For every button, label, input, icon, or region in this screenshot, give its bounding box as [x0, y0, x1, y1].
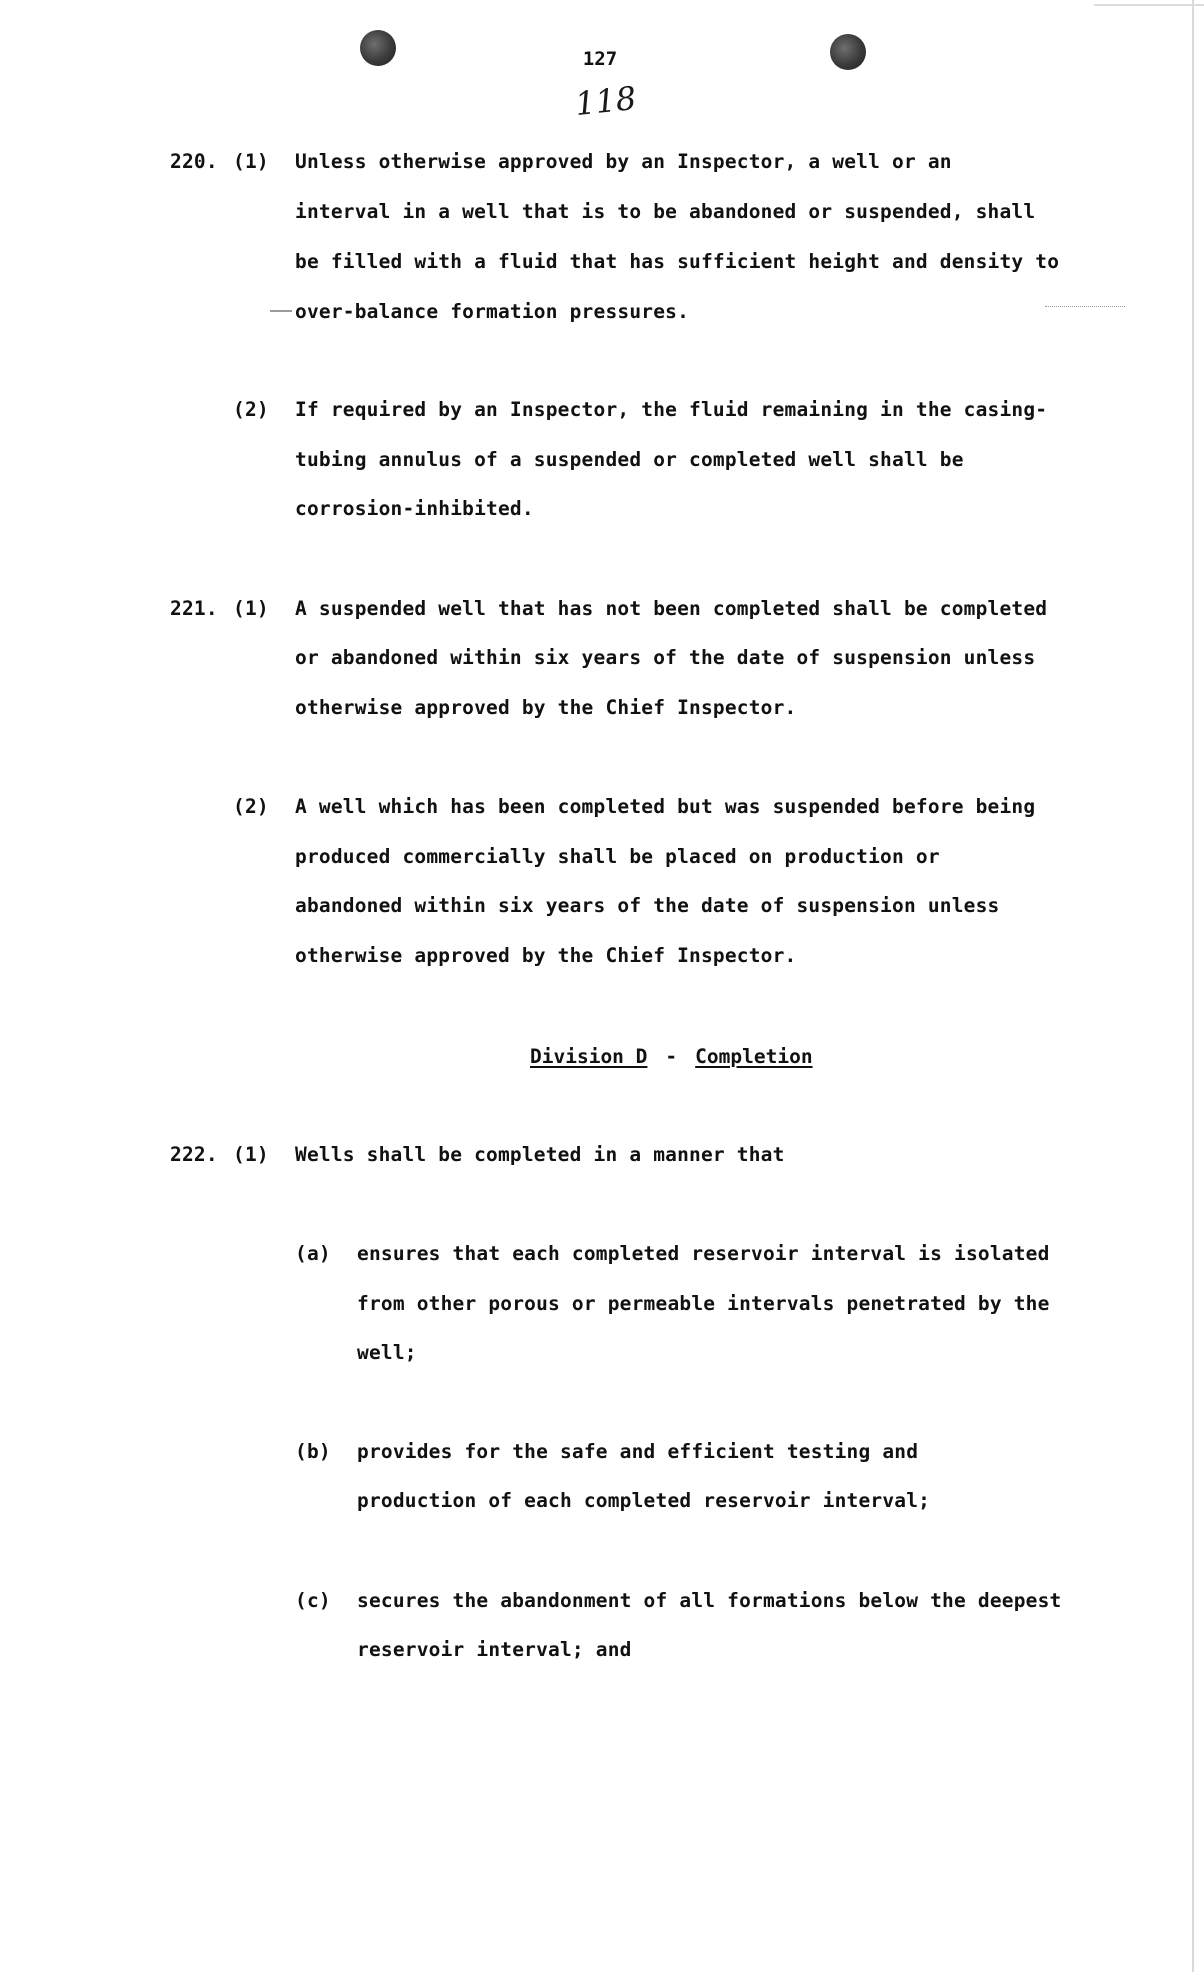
margin-dotted-mark	[1045, 306, 1125, 308]
item-a-line-3: well;	[357, 1341, 417, 1364]
item-label-c: (c)	[295, 1589, 331, 1612]
section-220-1-line-4: over-balance formation pressures.	[295, 300, 690, 323]
division-separator: -	[665, 1045, 678, 1068]
section-220-2-line-1: If required by an Inspector, the fluid remaining in the casing-	[295, 398, 1048, 421]
section-number-220: 220.	[170, 150, 218, 173]
item-b-line-2: production of each completed reservoir interval;	[357, 1489, 931, 1512]
item-label-a: (a)	[295, 1242, 331, 1265]
subsection-label-222-1: (1)	[233, 1143, 269, 1166]
margin-scribble	[270, 310, 292, 312]
section-221-2-line-4: otherwise approved by the Chief Inspector.	[295, 944, 797, 967]
division-title: Completion	[695, 1045, 813, 1068]
punch-hole-left	[360, 30, 396, 66]
subsection-label-220-1: (1)	[233, 150, 269, 173]
section-221-2-line-2: produced commercially shall be placed on production or	[295, 845, 940, 868]
item-label-b: (b)	[295, 1440, 331, 1463]
section-221-1-line-3: otherwise approved by the Chief Inspector.	[295, 696, 797, 719]
item-a-line-1: ensures that each completed reservoir interval is isolated	[357, 1242, 1050, 1265]
item-c-line-2: reservoir interval; and	[357, 1638, 632, 1661]
page-number: 127	[582, 48, 618, 70]
item-a-line-2: from other porous or permeable intervals penetrated by the	[357, 1292, 1050, 1315]
handwritten-page-number: 118	[573, 78, 638, 124]
item-b-line-1: provides for the safe and efficient testing and	[357, 1440, 919, 1463]
division-label: Division D	[530, 1045, 648, 1068]
subsection-label-221-1: (1)	[233, 597, 269, 620]
item-c-line-1: secures the abandonment of all formations below the deepest	[357, 1589, 1062, 1612]
punch-hole-right	[830, 34, 866, 70]
section-220-1-line-3: be filled with a fluid that has sufficient height and density to	[295, 250, 1060, 273]
section-221-2-line-3: abandoned within six years of the date of suspension unless	[295, 894, 1000, 917]
page-top-edge	[1094, 4, 1204, 6]
section-221-1-line-2: or abandoned within six years of the date of suspension unless	[295, 646, 1036, 669]
division-heading	[530, 1045, 813, 1068]
page-edge-shadow	[1192, 0, 1194, 1972]
section-222-1-line-1: Wells shall be completed in a manner that	[295, 1143, 785, 1166]
section-221-1-line-1: A suspended well that has not been completed shall be completed	[295, 597, 1048, 620]
section-number-222: 222.	[170, 1143, 218, 1166]
section-220-2-line-2: tubing annulus of a suspended or completed well shall be	[295, 448, 964, 471]
section-220-1-line-1: Unless otherwise approved by an Inspector, a well or an	[295, 150, 952, 173]
section-221-2-line-1: A well which has been completed but was suspended before being	[295, 795, 1036, 818]
section-number-221: 221.	[170, 597, 218, 620]
subsection-label-221-2: (2)	[233, 795, 269, 818]
section-220-2-line-3: corrosion-inhibited.	[295, 497, 534, 520]
section-220-1-line-2: interval in a well that is to be abandoned or suspended, shall	[295, 200, 1036, 223]
subsection-label-220-2: (2)	[233, 398, 269, 421]
